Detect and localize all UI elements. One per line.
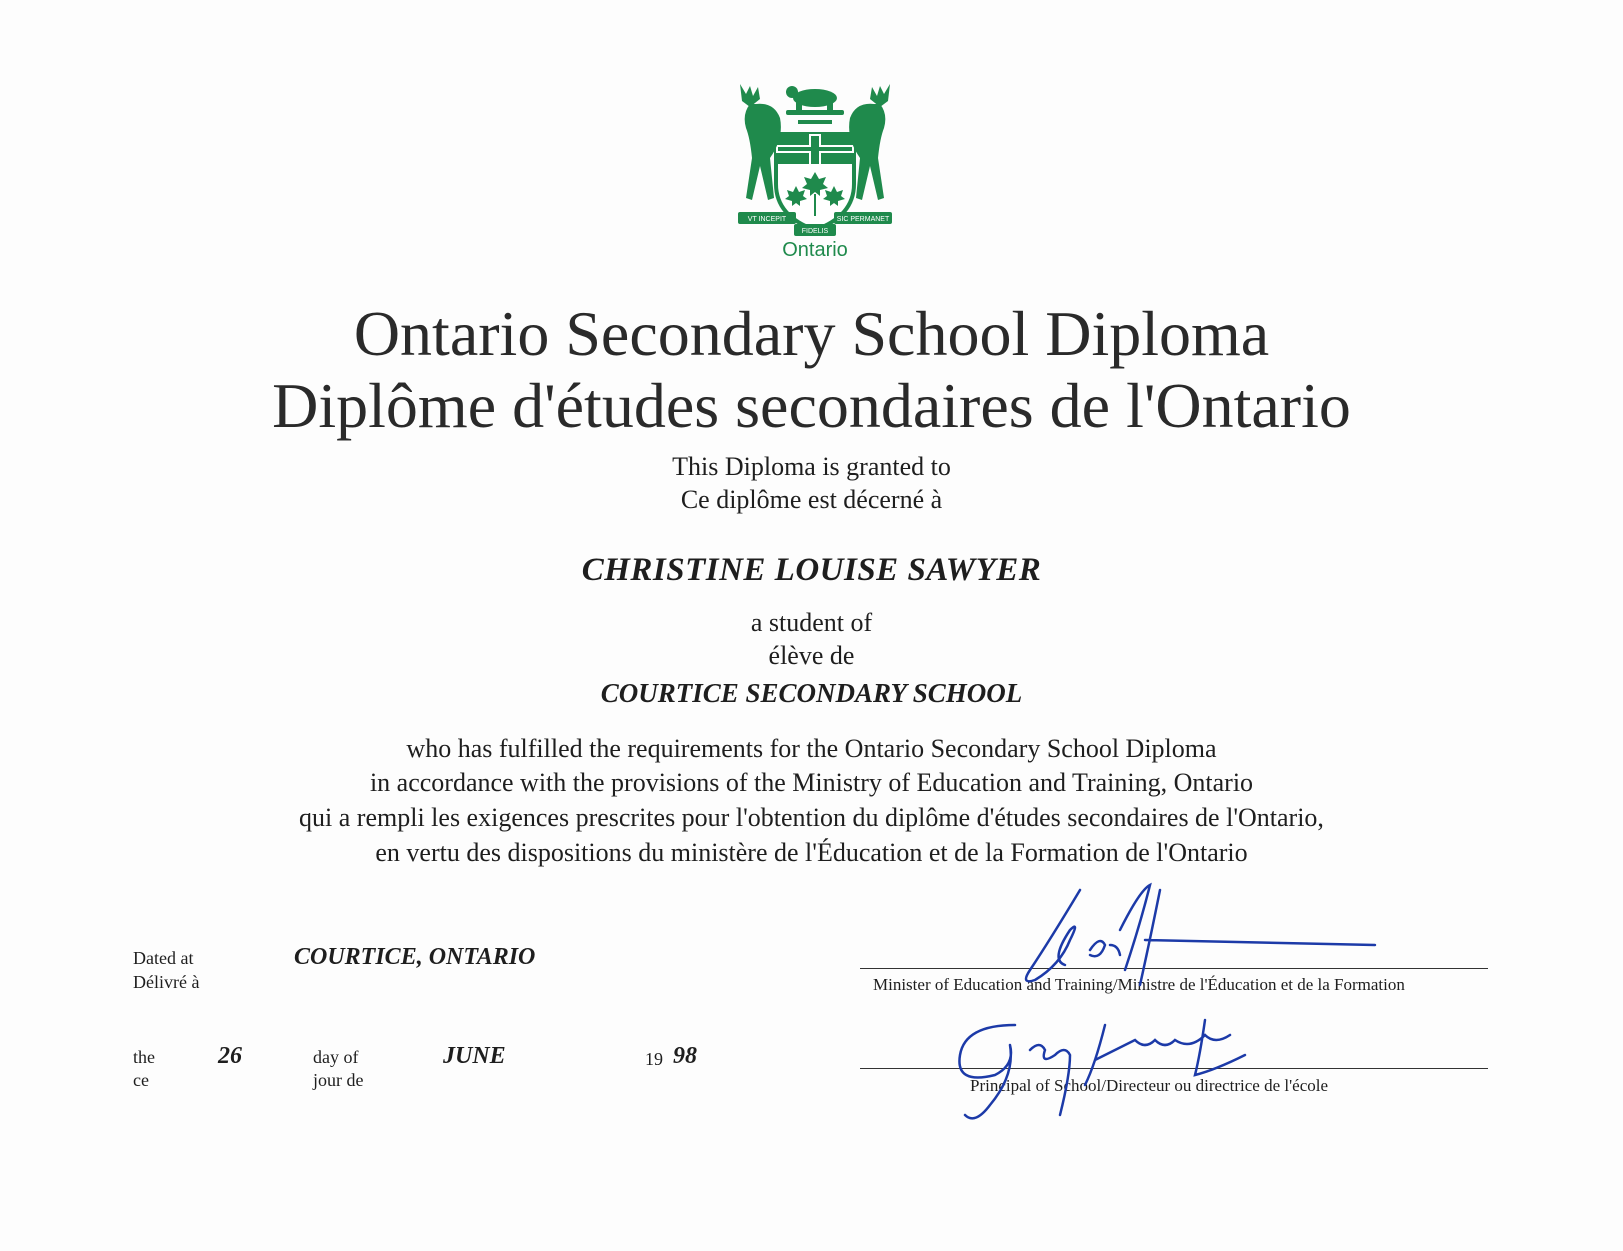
issue-place: COURTICE, ONTARIO xyxy=(294,944,536,970)
granted-english: This Diploma is granted to xyxy=(672,452,951,481)
recipient-name: CHRISTINE LOUISE SAWYER xyxy=(581,552,1042,588)
motto-bottom: FIDELIS xyxy=(801,228,829,235)
minister-signature xyxy=(1010,880,1390,990)
requirements-en-line1: who has fulfilled the requirements for the Ontario Secondary School Diploma xyxy=(406,734,1217,763)
dated-at-label-fr: Délivré à xyxy=(133,972,200,992)
motto-right: SIC PERMANET xyxy=(836,216,890,223)
day-of-label-fr: jour de xyxy=(313,1070,364,1090)
issue-century: 19 xyxy=(645,1049,663,1069)
the-label-fr: ce xyxy=(133,1070,149,1090)
granted-french: Ce diplôme est décerné à xyxy=(680,485,943,514)
requirements-fr-line1: qui a rempli les exigences prescrites pour l'obtention du diplôme d'études secondaires de l'Ontario, xyxy=(299,803,1324,832)
student-of-french: élève de xyxy=(768,641,855,670)
coat-of-arms-graphic xyxy=(720,74,910,264)
day-of-label-en: day of xyxy=(313,1047,359,1067)
motto-left: VT INCEPIT xyxy=(747,216,787,223)
student-of-english: a student of xyxy=(750,608,873,637)
requirements-en-line2: in accordance with the provisions of the Ministry of Education and Training, Ontario xyxy=(369,768,1254,797)
principal-signature xyxy=(955,1005,1355,1125)
issue-month: JUNE xyxy=(443,1043,506,1069)
minister-title: Minister of Education and Training/Ministre de l'Éducation et de la Formation xyxy=(873,975,1405,994)
issue-year: 98 xyxy=(673,1043,697,1069)
ontario-coat-of-arms xyxy=(720,74,910,264)
requirements-fr-line2: en vertu des dispositions du ministère de l'Éducation et de la Formation de l'Ontario xyxy=(375,838,1248,867)
school-name: COURTICE SECONDARY SCHOOL xyxy=(600,678,1023,708)
diploma-title-english: Ontario Secondary School Diploma xyxy=(353,298,1270,369)
dated-at-label-en: Dated at xyxy=(133,948,194,968)
the-label-en: the xyxy=(133,1047,155,1067)
diploma-title-french: Diplôme d'études secondaires de l'Ontario xyxy=(272,370,1351,441)
principal-title: Principal of School/Directeur ou directrice de l'école xyxy=(970,1076,1329,1095)
crest-ontario-label: Ontario xyxy=(782,239,848,261)
issue-day: 26 xyxy=(218,1043,242,1069)
